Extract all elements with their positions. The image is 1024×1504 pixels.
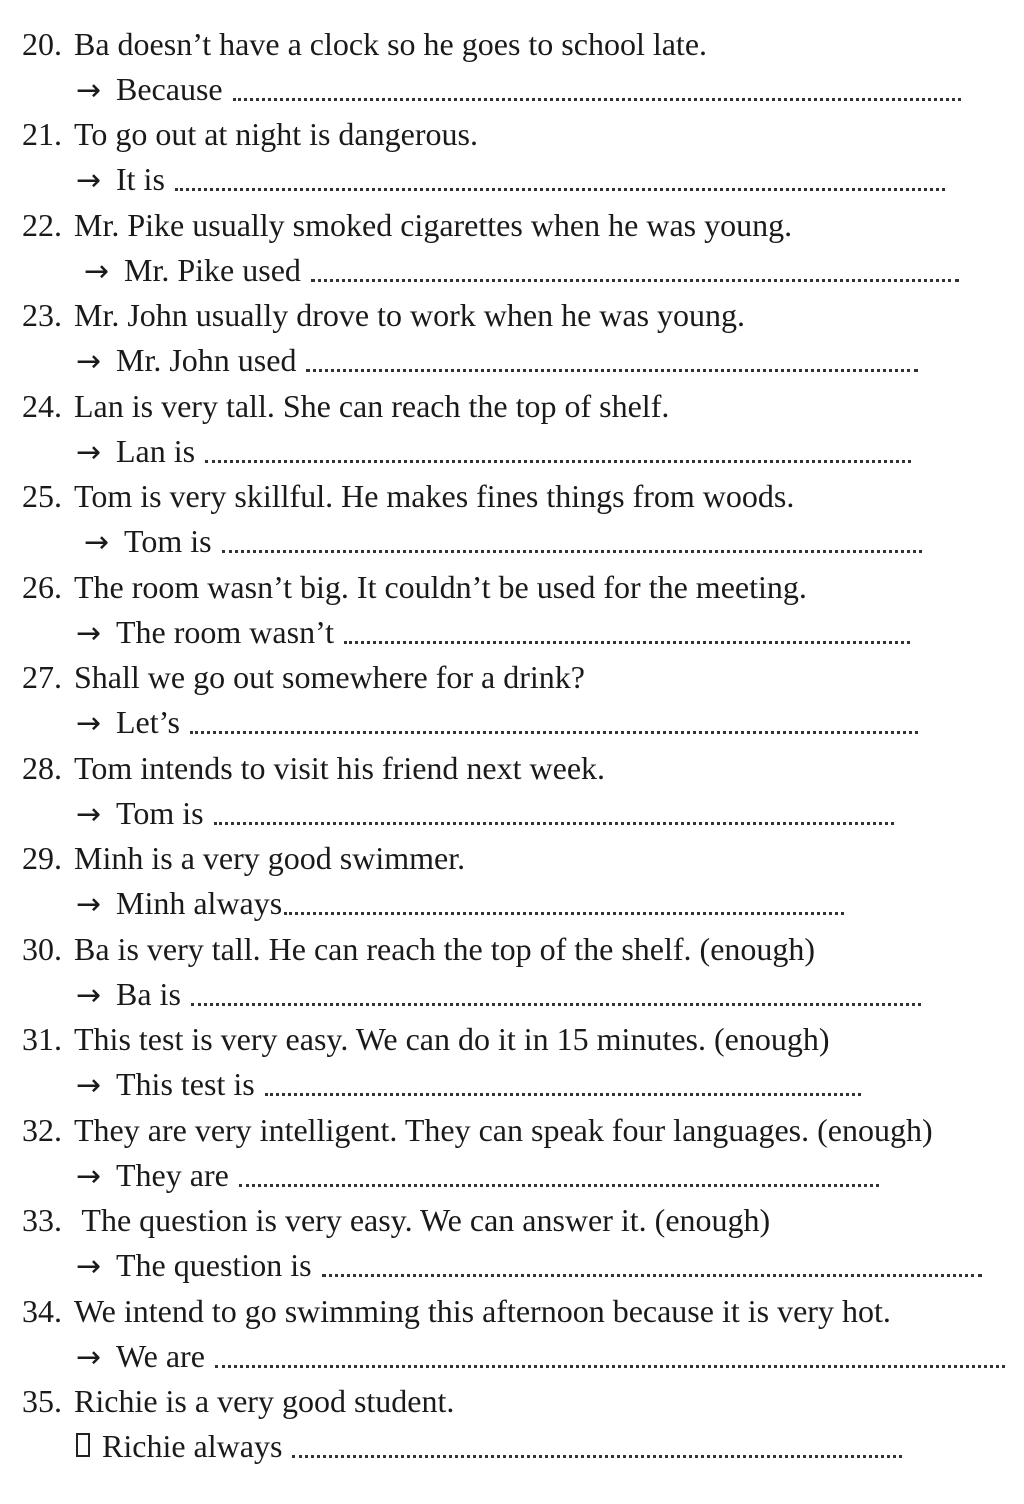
exercise-question [22, 386, 669, 426]
exercise-number: 26. [22, 569, 62, 605]
exercise-sentence: We intend to go swimming this afternoon because it is very hot. [74, 1293, 891, 1329]
exercise-question [22, 1200, 770, 1240]
exercise-answer-line [76, 69, 961, 109]
exercise-question [22, 657, 585, 697]
exercise-answer-line [76, 793, 894, 833]
answer-start: Tom is [116, 795, 204, 831]
right-arrow-icon: → [76, 1159, 102, 1194]
exercise-sentence: The room wasn’t big. It couldn’t be used for the meeting. [74, 569, 807, 605]
answer-start: Ba is [116, 976, 181, 1012]
exercise-answer-line [76, 1155, 879, 1195]
exercise-sentence: Tom is very skillful. He makes fines things from woods. [74, 478, 795, 514]
exercise-answer-line [76, 612, 910, 652]
answer-blank[interactable] [205, 454, 911, 463]
exercise-number: 30. [22, 931, 62, 967]
right-arrow-icon: → [76, 163, 102, 198]
exercise-number: 27. [22, 659, 62, 695]
exercise-answer-line [76, 1245, 982, 1285]
exercise-number: 25. [22, 478, 62, 514]
exercise-answer-line [76, 1064, 861, 1104]
answer-start: This test is [116, 1066, 255, 1102]
answer-blank[interactable] [190, 725, 918, 734]
answer-blank[interactable] [233, 92, 961, 101]
exercise-answer-line [76, 340, 918, 380]
exercise-number: 34. [22, 1293, 62, 1329]
exercise-answer-line [76, 702, 918, 742]
exercise-question [22, 476, 794, 516]
answer-start: Mr. John used [116, 342, 297, 378]
missing-glyph-icon [76, 1433, 90, 1457]
exercise-sentence: Minh is a very good swimmer. [74, 840, 466, 876]
exercise-number: 20. [22, 26, 62, 62]
exercise-sentence: To go out at night is dangerous. [74, 116, 478, 152]
exercise-question [22, 114, 478, 154]
answer-blank[interactable] [306, 363, 918, 372]
exercise-answer-line [76, 1336, 1005, 1376]
answer-blank[interactable] [265, 1087, 861, 1096]
answer-start: It is [116, 161, 165, 197]
answer-blank[interactable] [222, 544, 922, 553]
exercise-question [22, 748, 605, 788]
exercise-number: 32. [22, 1112, 62, 1148]
exercise-question [22, 838, 465, 878]
answer-start: Let’s [116, 704, 180, 740]
exercise-question [22, 1110, 933, 1150]
answer-blank[interactable] [239, 1178, 879, 1187]
answer-blank[interactable] [215, 1359, 1005, 1368]
right-arrow-icon: → [76, 887, 102, 922]
right-arrow-icon: → [76, 435, 102, 470]
exercise-question [22, 567, 807, 607]
exercise-question [22, 24, 707, 64]
exercise-number: 33. [22, 1202, 62, 1238]
exercise-number: 28. [22, 750, 62, 786]
exercise-sentence: Richie is a very good student. [74, 1383, 455, 1419]
exercise-number: 22. [22, 207, 62, 243]
exercise-sentence: Ba doesn’t have a clock so he goes to school late. [74, 26, 708, 62]
answer-start: Mr. Pike used [124, 252, 301, 288]
exercise-number: 24. [22, 388, 62, 424]
exercise-question [22, 1291, 891, 1331]
answer-blank[interactable] [284, 906, 844, 915]
answer-start: The room wasn’t [116, 614, 335, 650]
right-arrow-icon: → [76, 706, 102, 741]
answer-start: Because [116, 71, 223, 107]
exercise-number: 29. [22, 840, 62, 876]
right-arrow-icon: → [84, 254, 110, 289]
right-arrow-icon: → [76, 344, 102, 379]
exercise-sentence: The question is very easy. We can answer it. (enough) [74, 1202, 771, 1238]
answer-blank[interactable] [344, 635, 910, 644]
answer-start: Tom is [124, 523, 212, 559]
answer-start: Minh always [116, 885, 283, 921]
answer-start: Lan is [116, 433, 196, 469]
right-arrow-icon: → [76, 73, 102, 108]
exercise-sentence: Mr. John usually drove to work when he was young. [74, 297, 746, 333]
right-arrow-icon: → [76, 797, 102, 832]
right-arrow-icon: → [76, 616, 102, 651]
exercise-sentence: Tom intends to visit his friend next week. [74, 750, 606, 786]
exercise-question [22, 1019, 830, 1059]
exercise-answer-line [76, 431, 911, 471]
exercise-sentence: Ba is very tall. He can reach the top of the shelf. (enough) [74, 931, 816, 967]
right-arrow-icon: → [84, 525, 110, 560]
exercise-sentence: Mr. Pike usually smoked cigarettes when he was young. [74, 207, 793, 243]
exercise-answer-line [76, 1426, 902, 1466]
exercise-sentence: Lan is very tall. She can reach the top of shelf. [74, 388, 670, 424]
answer-blank[interactable] [214, 816, 894, 825]
exercise-answer-line [76, 159, 945, 199]
exercise-sentence: Shall we go out somewhere for a drink? [74, 659, 585, 695]
exercise-number: 23. [22, 297, 62, 333]
exercise-number: 31. [22, 1021, 62, 1057]
right-arrow-icon: → [76, 1068, 102, 1103]
exercise-answer-line [76, 883, 844, 923]
answer-blank[interactable] [311, 273, 959, 282]
answer-blank[interactable] [292, 1449, 902, 1458]
right-arrow-icon: → [76, 1340, 102, 1375]
answer-blank[interactable] [322, 1268, 982, 1277]
answer-start: The question is [116, 1247, 312, 1283]
answer-start: They are [116, 1157, 229, 1193]
exercise-sentence: They are very intelligent. They can speak four languages. (enough) [74, 1112, 933, 1148]
exercise-question [22, 205, 792, 245]
answer-blank[interactable] [191, 997, 921, 1006]
right-arrow-icon: → [76, 978, 102, 1013]
exercise-answer-line [84, 250, 959, 290]
exercise-number: 35. [22, 1383, 62, 1419]
answer-blank[interactable] [175, 182, 945, 191]
exercise-number: 21. [22, 116, 62, 152]
answer-start: We are [116, 1338, 205, 1374]
right-arrow-icon: → [76, 1249, 102, 1284]
exercise-question [22, 929, 815, 969]
exercise-answer-line [84, 521, 922, 561]
exercise-question [22, 1381, 454, 1421]
exercise-question [22, 295, 745, 335]
exercise-sentence: This test is very easy. We can do it in 15 minutes. (enough) [74, 1021, 830, 1057]
answer-start: Richie always [102, 1428, 283, 1464]
exercise-answer-line [76, 974, 921, 1014]
